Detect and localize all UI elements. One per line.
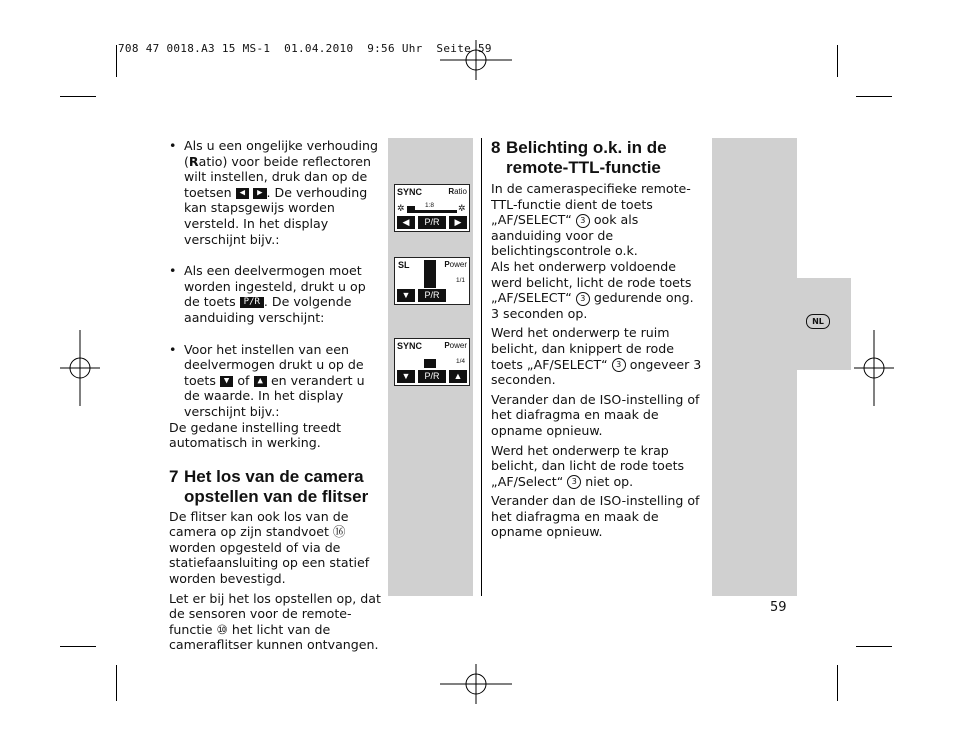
lcd1-right-button: ▶	[449, 216, 467, 229]
page-number: 59	[770, 600, 787, 615]
registration-mark-left	[60, 330, 100, 406]
power-level-bar	[424, 359, 436, 368]
section-8-para-6: Verander dan de ISO-instelling of het diafragma en maak de opname opnieuw.	[491, 493, 700, 540]
right-arrow-key-icon: ▶	[253, 188, 266, 199]
registration-mark-right	[854, 330, 894, 406]
lcd-display-power-2: SYNC Power 1/4 ▼ P/R ▲	[394, 338, 470, 386]
lcd3-down-button: ▼	[397, 370, 415, 383]
lcd1-left-button: ◀	[397, 216, 415, 229]
side-gray-band	[712, 138, 797, 596]
registration-mark-bottom	[440, 664, 512, 704]
left-column	[169, 138, 381, 653]
registration-mark-top	[440, 40, 512, 80]
power-level-bar	[424, 260, 436, 288]
section-7-para-2: Let er bij het los opstellen op, dat de sensoren voor de remote-functie ⑩ het licht van de cameraflitser kunnen ontvangen.	[169, 590, 381, 653]
lcd2-pr-button: P/R	[418, 289, 446, 302]
lcd3-pr-button: P/R	[418, 370, 446, 383]
bullet-set-power: • Voor het instellen van een deelvermogen drukt u op de toets ▼ of ▲ en verandert u de waarde. In het display verschijnt bijv.:	[169, 342, 381, 420]
section-8-para-4: Verander dan de ISO-instelling of het diafragma en maak de opname opnieuw.	[491, 391, 700, 438]
language-badge: NL	[806, 314, 830, 329]
section-8-para-2: Als het onderwerp voldoende werd belicht, licht de rode toets „AF/SELECT“ 3 gedurende ong. 3 seconden op.	[491, 258, 694, 321]
lcd3-up-button: ▲	[449, 370, 467, 383]
svg-text:✲: ✲	[397, 203, 405, 213]
right-column	[491, 138, 705, 540]
section-8-para-1: In de cameraspecifieke remote-TTL-functie dient de toets „AF/SELECT“ 3 ook als aanduiding voor de belichtingscontrole o.k.	[491, 181, 691, 259]
section-8-heading: 8 Belichting o.k. in de remote-TTL-functie	[491, 138, 667, 177]
lcd1-pr-button: P/R	[418, 216, 446, 229]
pr-key: P/R	[240, 297, 264, 308]
print-header: 708 47 0018.A3 15 MS-1 01.04.2010 9:56 Uhr Seite 59	[118, 42, 492, 55]
bullet-ratio: • Als u een ongelijke verhouding (Ratio) voor beide reflectoren wilt instellen, druk dan op de toetsen ◀ ▶ . De verhouding kan stapsgewijs worden versteld. In het display verschijnt bijv.:	[169, 138, 381, 247]
auto-apply-text: De gedane instelling treedt automatisch in werking.	[169, 419, 342, 451]
svg-text:✲: ✲	[458, 203, 466, 213]
section-8-para-3: Werd het onderwerp te ruim belicht, dan knippert de rode toets „AF/SELECT“ 3 ongeveer 3 seconden.	[491, 325, 702, 388]
section-8-para-5: Werd het onderwerp te krap belicht, dan licht de rode toets „AF/Select“ 3 niet op.	[491, 442, 685, 489]
lcd2-down-button: ▼	[397, 289, 415, 302]
section-7-heading: 7 Het los van de camera opstellen van de flitser	[169, 466, 369, 506]
column-divider	[481, 138, 482, 596]
lcd-display-ratio: SYNC Ratio 1:8 ✲ ✲ ◀ P/R ▶	[394, 184, 470, 232]
bullet-partial-power: • Als een deelvermogen moet worden ingesteld, drukt u op de toets P/R . De volgende aanduiding verschijnt:	[169, 263, 381, 325]
section-7-para-1: De flitser kan ook los van de camera op zijn standvoet ⑯ worden opgesteld of via de statiefaansluiting op een statief worden bevestigd.	[169, 508, 370, 587]
left-arrow-key-icon: ◀	[236, 188, 249, 199]
ratio-bar-icon	[397, 202, 467, 214]
up-arrow-key-icon: ▲	[254, 376, 267, 387]
down-arrow-key-icon: ▼	[220, 376, 233, 387]
lcd-display-power-1: SL Power 1/1 ▼ P/R	[394, 257, 470, 305]
